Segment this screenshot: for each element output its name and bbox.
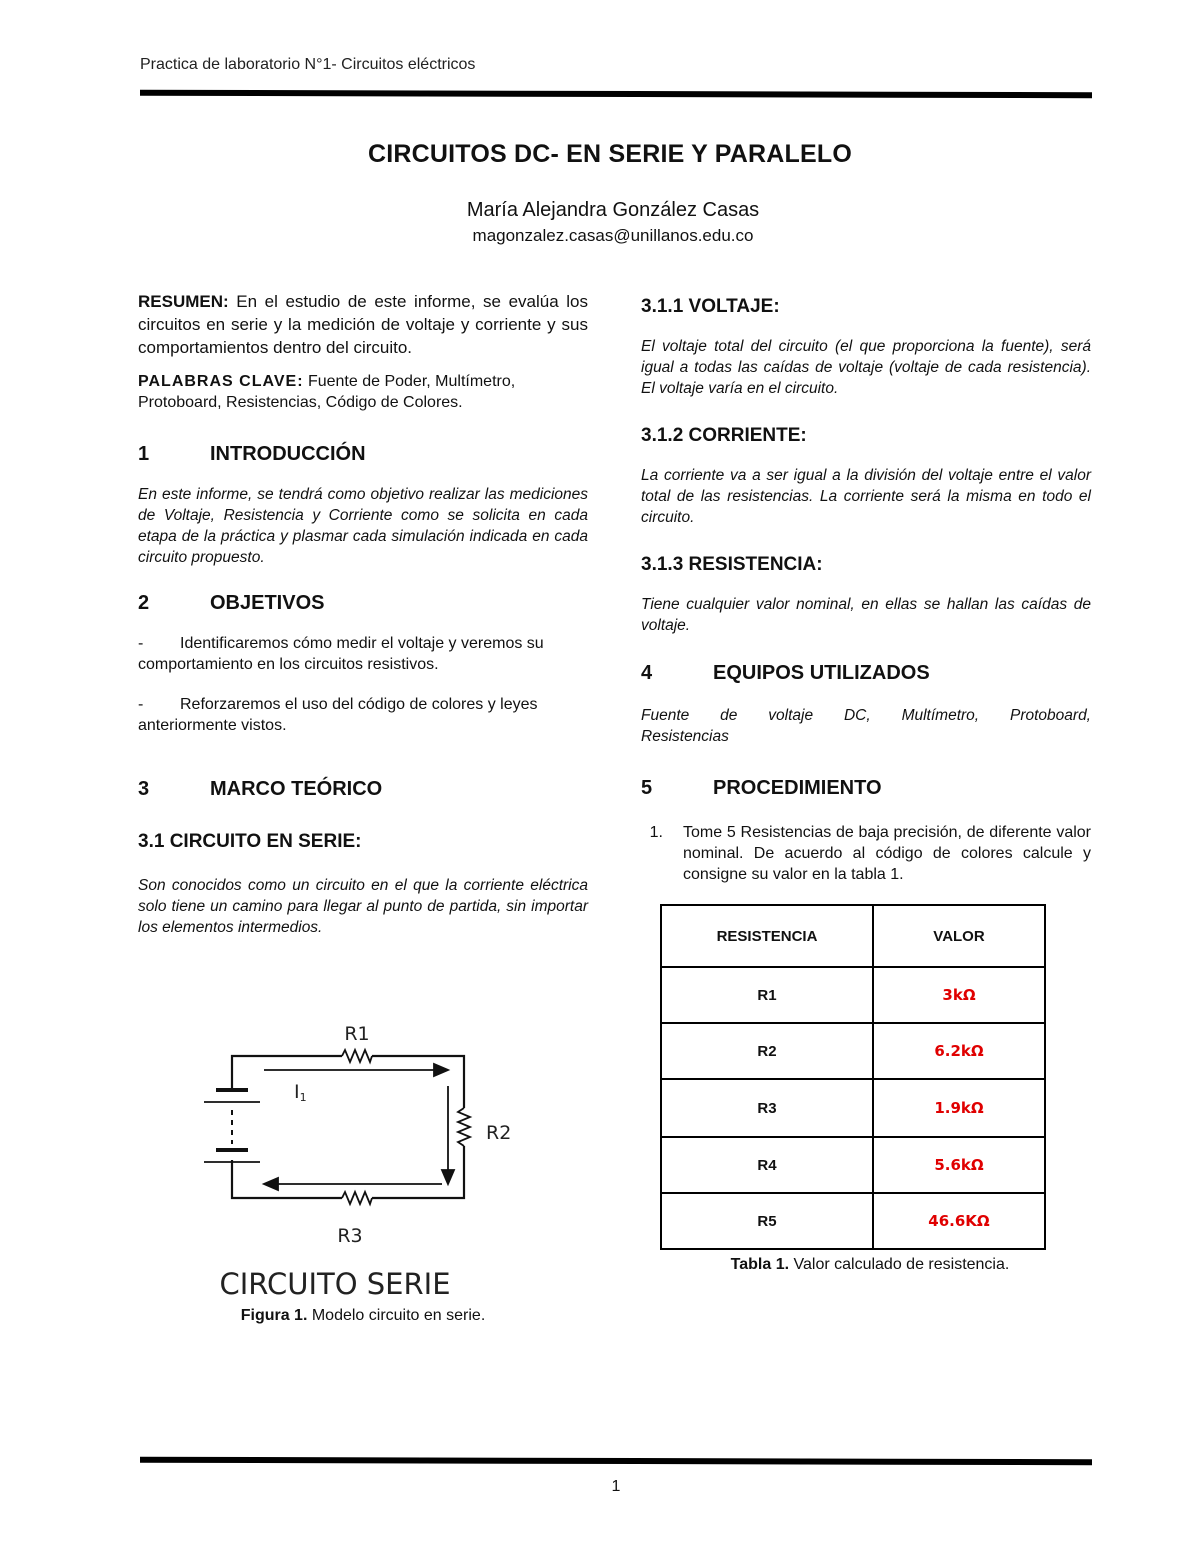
heading-series-circuit: 3.1 CIRCUITO EN SERIE: [138, 831, 362, 852]
equipment-text: Fuente de voltaje DC, Multímetro, Protoboard, Resistencias [641, 707, 1091, 745]
heading-number: 3 [138, 778, 150, 800]
resistor-r2 [458, 1108, 470, 1146]
heading-title: INTRODUCCIÓN [210, 443, 366, 465]
heading-introduction [138, 443, 588, 466]
keywords-label: PALABRAS CLAVE: [138, 373, 304, 390]
heading-voltage: 3.1.1 VOLTAJE: [641, 296, 780, 317]
right-column [641, 296, 1091, 885]
cell-resistor: R4 [661, 1137, 873, 1193]
cell-value: 3kΩ [873, 967, 1045, 1023]
procedure-step [641, 822, 1091, 885]
objective-text: Identificaremos cómo medir el voltaje y veremos su comportamiento en los circuitos resistivos. [138, 635, 544, 673]
left-column [138, 290, 588, 938]
heading-number: 2 [138, 592, 150, 614]
author-name: María Alejandra González Casas [466, 199, 760, 221]
keywords-text: Fuente de Poder, Multímetro, Protoboard, Resistencias, Código de Colores. [138, 373, 516, 411]
label-current: I1 [294, 1081, 307, 1104]
table-row [661, 1137, 1045, 1193]
heading-number: 5 [641, 777, 653, 799]
label-r1: R1 [344, 1023, 370, 1045]
heading-procedure [641, 777, 1091, 800]
resistance-table [660, 904, 1046, 1250]
objective-text: Reforzaremos el uso del código de colores y leyes anteriormente vistos. [138, 696, 538, 734]
resistor-r3 [342, 1192, 372, 1204]
cell-value: 46.6KΩ [873, 1193, 1045, 1249]
resistor-r1 [342, 1050, 372, 1062]
table-row [661, 1023, 1045, 1079]
table-row [661, 1193, 1045, 1249]
voltage-text: El voltaje total del circuito (el que proporciona la fuente), será igual a todas las caídas de voltaje (voltaje de cada resistencia). El voltaje varía en el circuito. [641, 338, 1091, 397]
cell-resistor: R2 [661, 1023, 873, 1079]
heading-number: 4 [641, 662, 653, 684]
step-number: 1. [649, 824, 663, 841]
introduction-text: En este informe, se tendrá como objetivo realizar las mediciones de Voltaje, Resistencia y Corriente como se solicita en cada etapa de la práctica y plasmar cada simulación indicada en cada circuito propuesto. [138, 486, 588, 566]
figure-caption-text: Modelo circuito en serie. [307, 1307, 486, 1324]
cell-resistor: R5 [661, 1193, 873, 1249]
heading-number: 1 [138, 443, 150, 465]
table-row [661, 967, 1045, 1023]
cell-value: 6.2kΩ [873, 1023, 1045, 1079]
table-header-value: VALOR [873, 905, 1045, 967]
heading-title: PROCEDIMIENTO [713, 777, 882, 799]
heading-title: OBJETIVOS [210, 592, 325, 614]
bullet-dash: - [138, 635, 144, 652]
keywords [138, 371, 588, 413]
heading-title: EQUIPOS UTILIZADOS [713, 662, 930, 684]
figure-caption-label: Figura 1. [240, 1307, 308, 1324]
author-email: magonzalez.casas@unillanos.edu.co [472, 226, 754, 245]
cell-value: 1.9kΩ [873, 1079, 1045, 1137]
heading-resistance: 3.1.3 RESISTENCIA: [641, 554, 823, 575]
heading-title: MARCO TEÓRICO [210, 778, 383, 800]
running-header: Practica de laboratorio N°1- Circuitos eléctricos [140, 56, 476, 73]
abstract-text: En el estudio de este informe, se evalúa los circuitos en serie y la medición de voltaje y corriente y sus comportamientos dentro del circuito. [138, 292, 588, 357]
wire-bottom-left [232, 1164, 342, 1198]
table-header-resistance: RESISTENCIA [661, 905, 873, 967]
wire-top-right [372, 1056, 464, 1108]
label-r2: R2 [486, 1122, 512, 1144]
table-caption-label: Tabla 1. [730, 1256, 790, 1273]
step-text: Tome 5 Resistencias de baja precisión, de diferente valor nominal. De acuerdo al código de colores calcule y consigne su valor en la tabla 1. [683, 824, 1091, 883]
abstract [138, 290, 588, 359]
page-number: 1 [611, 1478, 621, 1495]
table-caption-text: Valor calculado de resistencia. [789, 1256, 1010, 1273]
label-r3: R3 [337, 1225, 363, 1247]
footer-rule [140, 1457, 1092, 1465]
heading-objectives [138, 592, 588, 615]
battery-symbol [204, 1090, 260, 1162]
abstract-label: RESUMEN: [138, 292, 229, 311]
series-circuit-figure [190, 1012, 530, 1312]
header-rule [140, 90, 1092, 98]
objective-item [138, 633, 588, 675]
document-title: CIRCUITOS DC- EN SERIE Y PARALELO [368, 140, 852, 168]
cell-value: 5.6kΩ [873, 1137, 1045, 1193]
table-row [661, 1079, 1045, 1137]
bullet-dash: - [138, 696, 144, 713]
series-text: Son conocidos como un circuito en el que la corriente eléctrica solo tiene un camino para llegar al punto de partida, sin importar los elementos intermedios. [138, 877, 588, 936]
heading-current: 3.1.2 CORRIENTE: [641, 425, 807, 446]
heading-theory [138, 778, 588, 801]
table-header-row [661, 905, 1045, 967]
heading-equipment [641, 662, 1091, 685]
figure-banner: CIRCUITO SERIE [219, 1267, 451, 1301]
table-caption [640, 1256, 1100, 1274]
cell-resistor: R3 [661, 1079, 873, 1137]
figure-caption [138, 1307, 588, 1325]
objective-item [138, 694, 588, 736]
cell-resistor: R1 [661, 967, 873, 1023]
resistance-text: Tiene cualquier valor nominal, en ellas se hallan las caídas de voltaje. [641, 596, 1091, 634]
current-text: La corriente va a ser igual a la división del voltaje entre el valor total de las resistencias. La corriente será la misma en todo el circuito. [641, 467, 1091, 526]
